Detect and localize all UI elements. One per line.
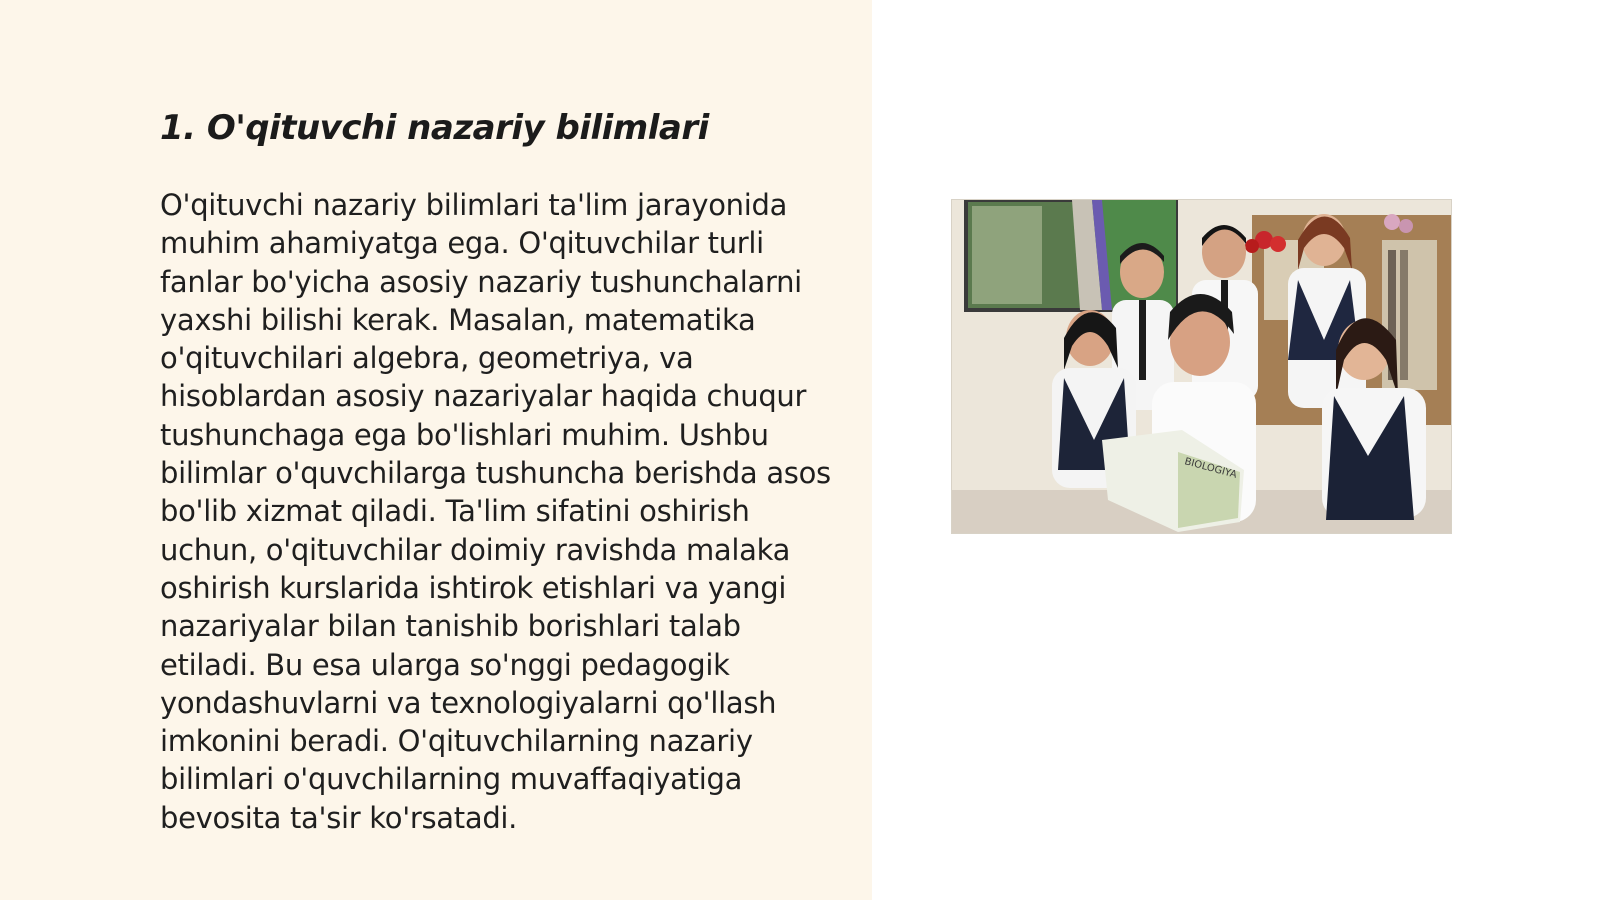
slide-title: 1. O'qituvchi nazariy bilimlari xyxy=(160,108,709,148)
classroom-photo xyxy=(952,200,1451,533)
slide-body-text: O'qituvchi nazariy bilimlari ta'lim jarayonida muhim ahamiyatga ega. O'qituvchilar turli fanlar bo'yicha asosiy nazariy tushunchalarni yaxshi bilishi kerak. Masalan, matematika o'qituvchilari algebra, geometriya, va hisoblardan asosiy nazariyalar haqida chuqur tushunchaga ega bo'lishlari muhim. Ushbu bilimlar o'quvchilarga tushuncha berishda asos bo'lib xizmat qiladi. Ta'lim sifatini oshirish uchun, o'qituvchilar doimiy ravishda malaka oshirish kurslarida ishtirok etishlari va yangi nazariyalar bilan tanishib borishlari talab etiladi. Bu esa ularga so'nggi pedagogik yondashuvlarni va texnologiyalarni qo'llash imkonini beradi. O'qituvchilarning nazariy bilimlari o'quvchilarning muvaffaqiyatiga bevosita ta'sir ko'rsatadi. xyxy=(160,188,831,835)
book-cover-label: BIOLOGIYA xyxy=(1183,456,1238,481)
